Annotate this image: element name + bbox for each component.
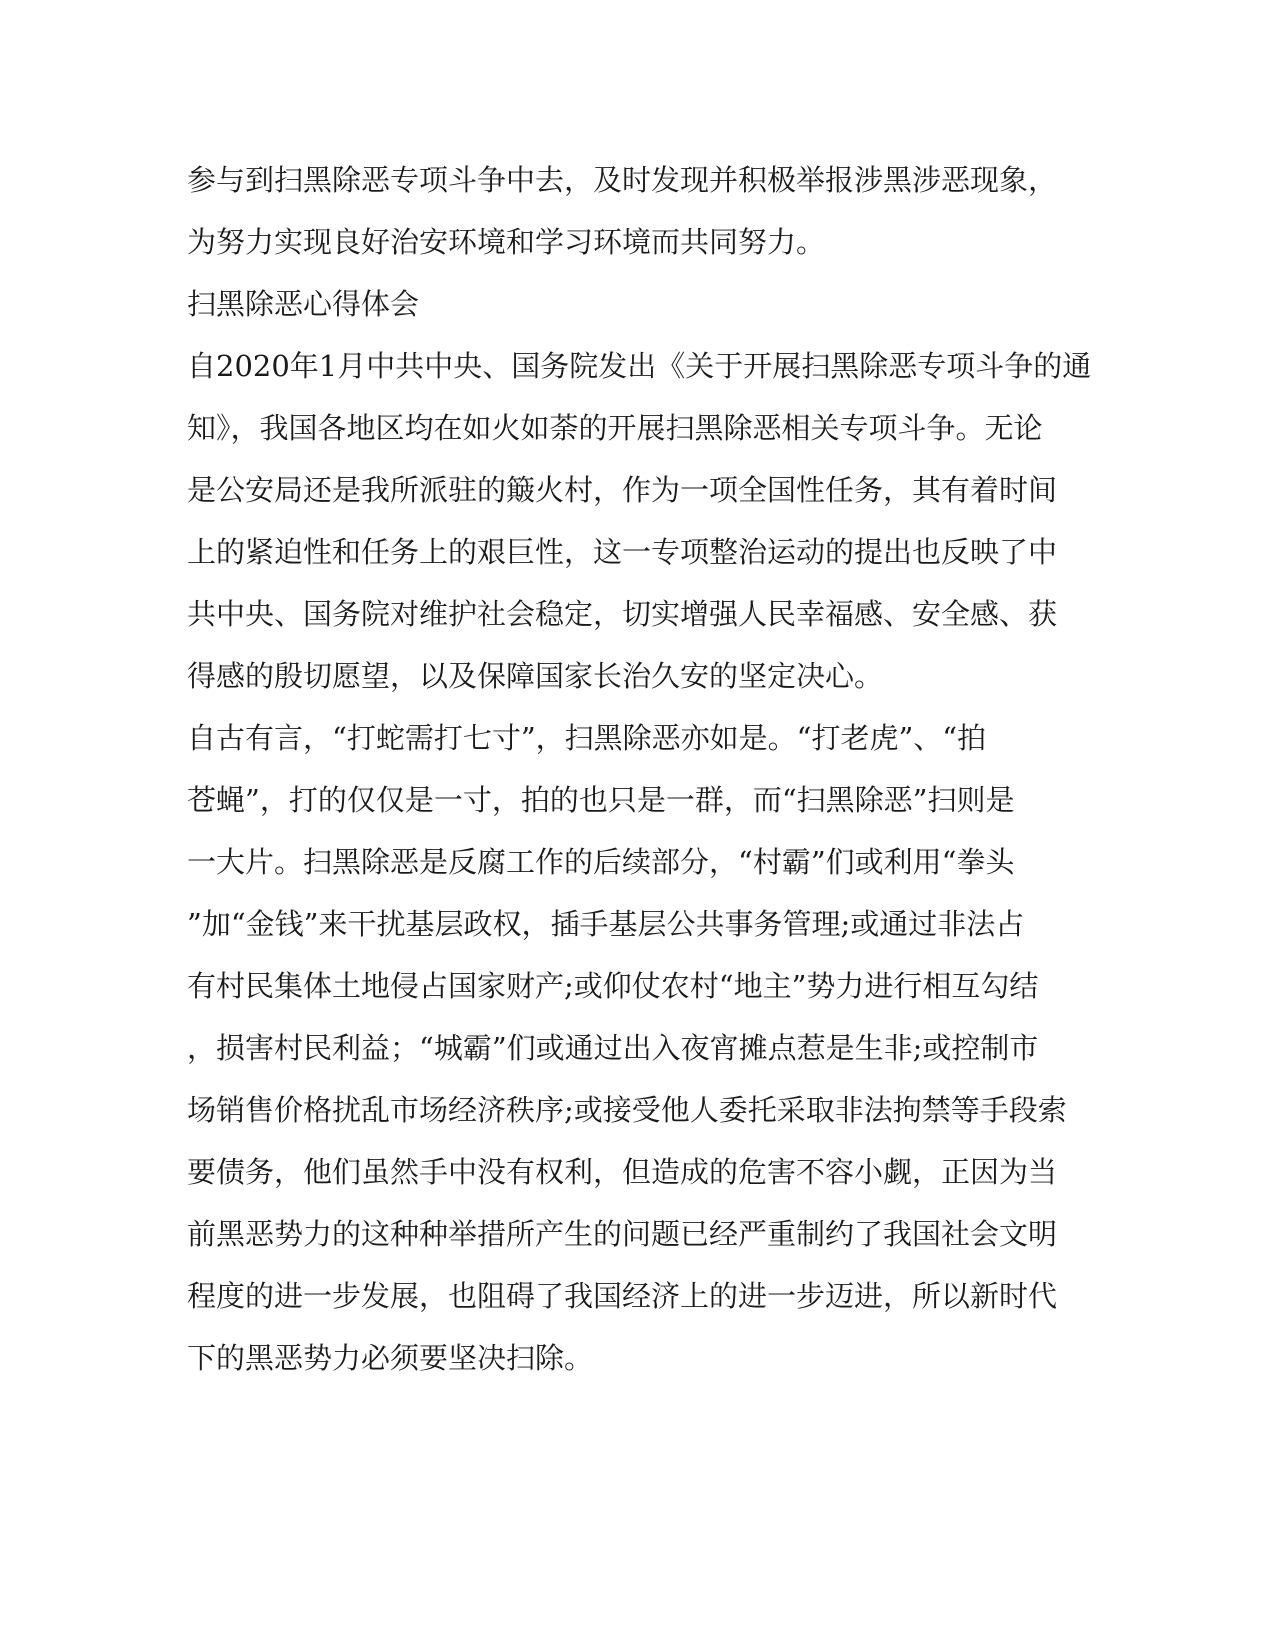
- text-line: 下的黑恶势力必须要坚决扫除。: [187, 1341, 594, 1375]
- text-line: 前黑恶势力的这种种举措所产生的问题已经严重制约了我国社会文明: [187, 1217, 1058, 1251]
- text-line: 是公安局还是我所派驻的簸火村，作为一项全国性任务，其有着时间: [187, 473, 1058, 507]
- text-line: 自古有言，“打蛇需打七寸”，扫黑除恶亦如是。“打老虎”、“拍: [187, 721, 987, 755]
- text-line: 苍蝇”，打的仅仅是一寸，拍的也只是一群，而“扫黑除恶”扫则是: [187, 783, 1015, 817]
- text-line: ”加“金钱”来干扰基层政权，插手基层公共事务管理;或通过非法占: [187, 907, 1025, 941]
- text-line: 参与到扫黑除恶专项斗争中去，及时发现并积极举报涉黑涉恶现象，: [187, 163, 1058, 197]
- text-line: 自2020年1月中共中央、国务院发出《关于开展扫黑除恶专项斗争的通: [187, 349, 1092, 383]
- text-line: 知》，我国各地区均在如火如荼的开展扫黑除恶相关专项斗争。无论: [187, 411, 1043, 445]
- text-line: 要债务，他们虽然手中没有权利，但造成的危害不容小觑，正因为当: [187, 1155, 1058, 1189]
- text-line: 一大片。扫黑除恶是反腐工作的后续部分，“村霸”们或利用“拳头: [187, 845, 1015, 879]
- text-line: 上的紧迫性和任务上的艰巨性，这一专项整治运动的提出也反映了中: [187, 535, 1058, 569]
- text-line: 场销售价格扰乱市场经济秩序;或接受他人委托采取非法拘禁等手段索: [187, 1093, 1067, 1127]
- text-line: 为努力实现良好治安环境和学习环境而共同努力。: [187, 225, 826, 259]
- text-line: 程度的进一步发展，也阻碍了我国经济上的进一步迈进，所以新时代: [187, 1279, 1058, 1313]
- text-line: 有村民集体土地侵占国家财产;或仰仗农村“地主”势力进行相互勾结: [187, 969, 1039, 1003]
- text-line: 得感的殷切愿望，以及保障国家长治久安的坚定决心。: [187, 659, 884, 693]
- text-line: 共中央、国务院对维护社会稳定，切实增强人民幸福感、安全感、获: [187, 597, 1058, 631]
- text-line: ，损害村民利益；“城霸”们或通过出入夜宵摊点惹是生非;或控制市: [187, 1031, 1039, 1065]
- section-heading: 扫黑除恶心得体会: [187, 287, 420, 321]
